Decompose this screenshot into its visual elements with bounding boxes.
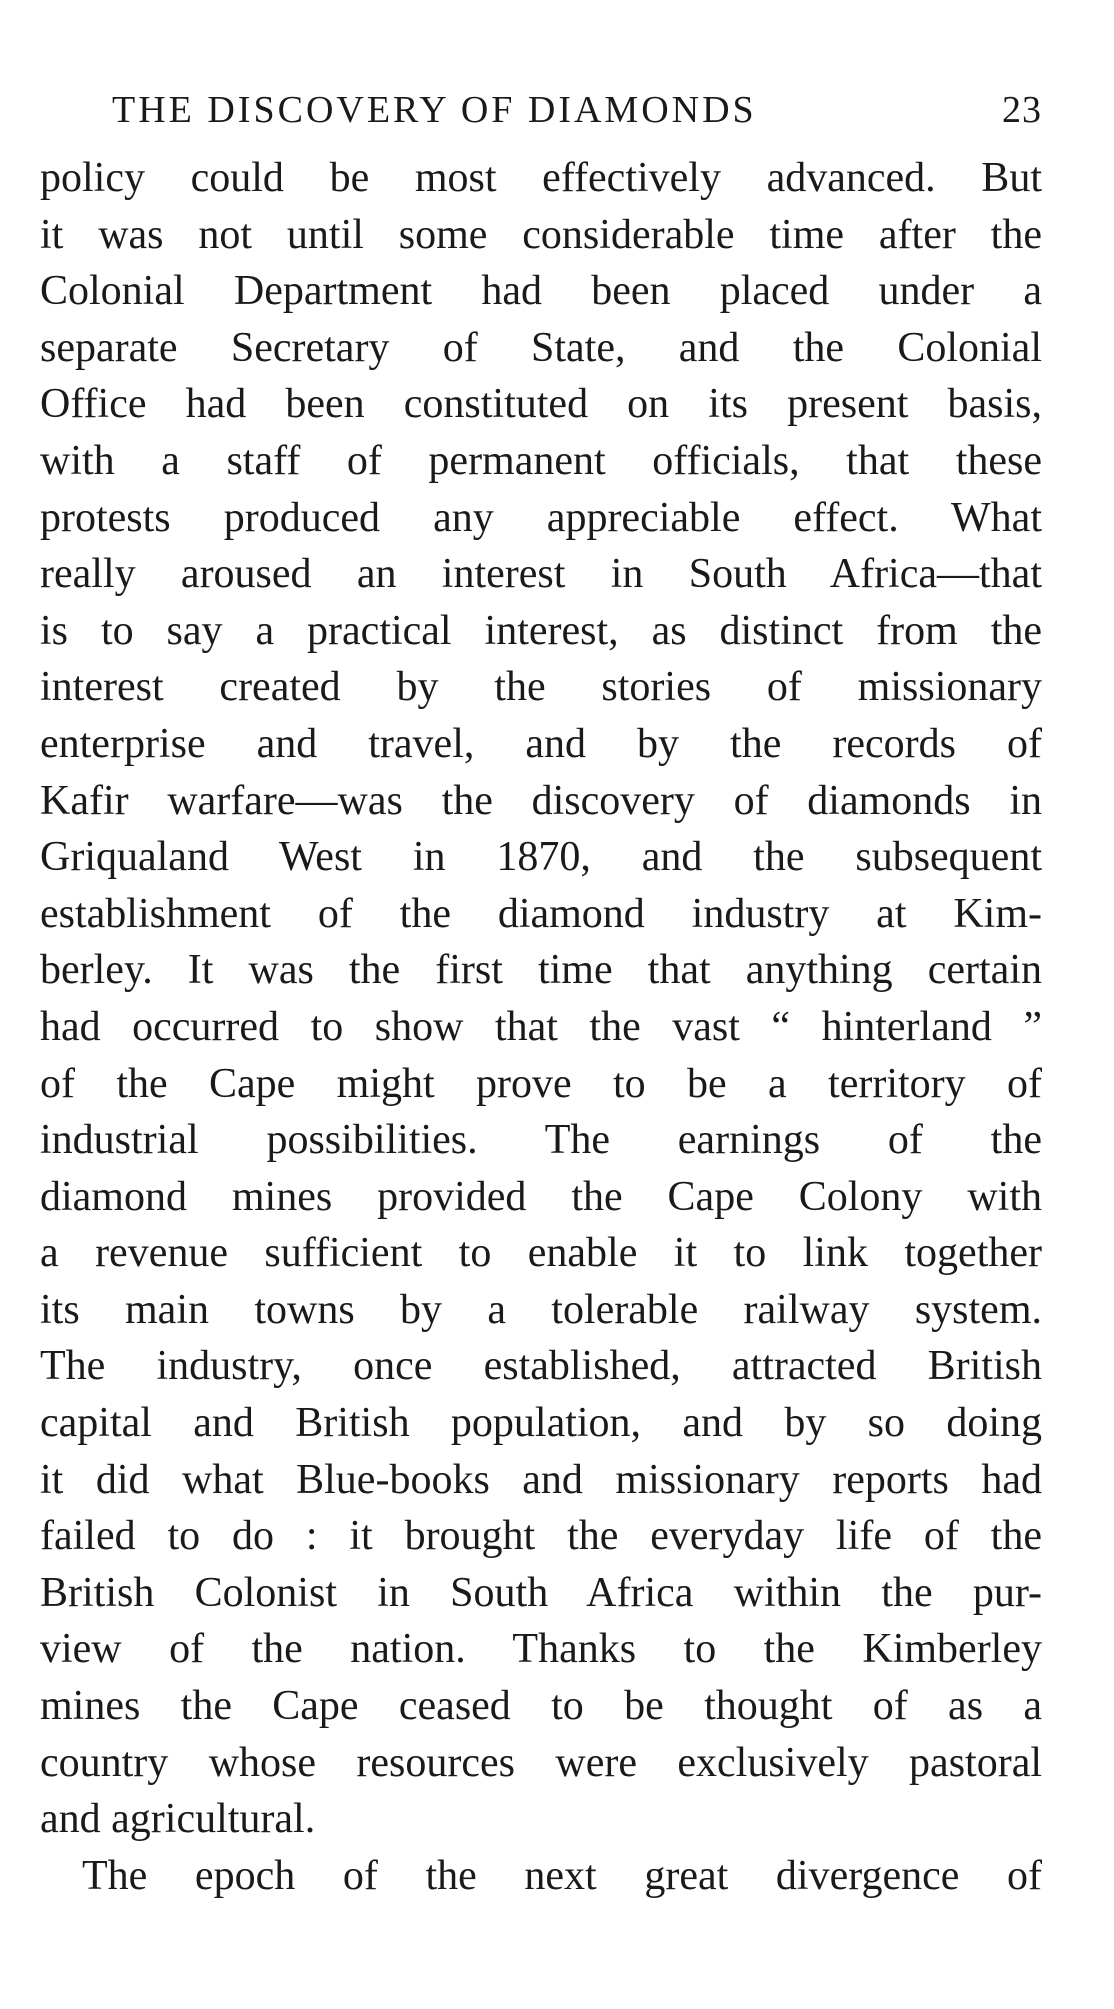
page-number: 23 [1002,89,1042,131]
text-line: protests produced any appreciable effect. What [40,494,1042,541]
body-text [40,150,1042,1904]
text-line: of the Cape might prove to be a territory of [40,1060,1042,1107]
text-line: separate Secretary of State, and the Colonial [40,324,1042,371]
text-line: The industry, once established, attracted British [40,1343,1042,1390]
paragraph-start-line: The epoch of the next great divergence of [82,1852,1042,1899]
text-line: mines the Cape ceased to be thought of as a [40,1683,1042,1730]
text-line: it did what Blue-books and missionary reports had [40,1456,1042,1503]
text-line: with a staff of permanent officials, that these [40,437,1042,484]
text-line: Griqualand West in 1870, and the subsequent [40,834,1042,881]
text-line: enterprise and travel, and by the records of [40,720,1042,767]
text-line: establishment of the diamond industry at Kim- [40,890,1042,937]
text-line: had occurred to show that the vast “ hinterland ” [40,1003,1042,1050]
text-line: Kafir warfare—was the discovery of diamonds in [40,777,1042,824]
text-line: country whose resources were exclusively pastoral [40,1739,1042,1786]
text-line: it was not until some considerable time after the [40,211,1042,258]
text-line: Office had been constituted on its present basis, [40,381,1042,428]
text-line: British Colonist in South Africa within the pur- [40,1569,1042,1616]
text-line: berley. It was the first time that anything certain [40,947,1042,994]
running-head [112,80,1042,140]
running-head-title: THE DISCOVERY OF DIAMONDS [112,89,757,131]
text-line: view of the nation. Thanks to the Kimberley [40,1626,1042,1673]
text-line: really aroused an interest in South Africa—that [40,551,1042,598]
text-line: interest created by the stories of missionary [40,664,1042,711]
text-line: capital and British population, and by so doing [40,1400,1042,1447]
text-line: diamond mines provided the Cape Colony with [40,1173,1042,1220]
text-line: is to say a practical interest, as distinct from the [40,607,1042,654]
text-line: policy could be most effectively advanced. But [40,155,1042,201]
text-line: industrial possibilities. The earnings of the [40,1117,1042,1164]
paragraph-end-line: and agricultural. [40,1796,316,1843]
text-line: Colonial Department had been placed under a [40,268,1042,315]
text-line: its main towns by a tolerable railway system. [40,1286,1042,1333]
text-line: a revenue sufficient to enable it to link together [40,1230,1042,1277]
text-line: failed to do : it brought the everyday life of the [40,1513,1042,1560]
